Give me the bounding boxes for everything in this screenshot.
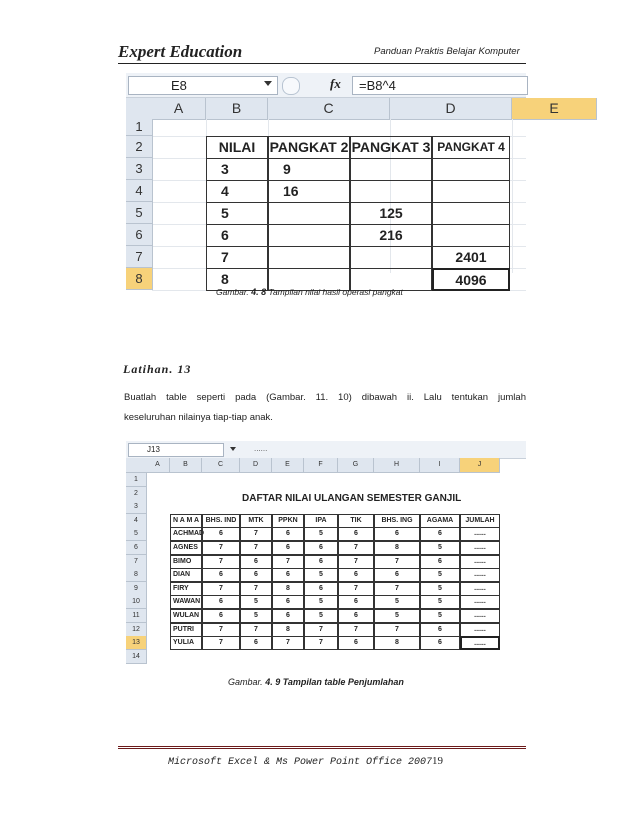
row-header-9[interactable]: 9 (126, 582, 147, 596)
table-header-cell: MTK (240, 514, 272, 528)
excel-screenshot-pangkat (126, 73, 559, 288)
student-name-cell: BIMO (170, 555, 202, 569)
score-cell: 6 (272, 568, 304, 582)
score-cell: 5 (240, 595, 272, 609)
score-cell: 7 (202, 623, 240, 637)
score-cell: 6 (202, 609, 240, 623)
nilai-cell: 5 (206, 202, 268, 225)
jumlah-cell: ...... (460, 595, 500, 609)
score-cell: 7 (202, 582, 240, 596)
table-header-cell: IPA (304, 514, 338, 528)
jumlah-cell: ...... (460, 623, 500, 637)
score-cell: 8 (272, 582, 304, 596)
score-cell: 7 (202, 555, 240, 569)
nilai-cell: 4 (206, 180, 268, 203)
score-cell: 5 (374, 595, 420, 609)
jumlah-cell: ...... (460, 582, 500, 596)
pangkat-cell (350, 180, 432, 203)
formula-input[interactable]: ...... (254, 444, 268, 453)
score-cell: 7 (338, 541, 374, 555)
jumlah-cell: ...... (460, 609, 500, 623)
pangkat-cell: 16 (268, 180, 350, 203)
jumlah-cell: ...... (460, 527, 500, 541)
nilai-cell: 3 (206, 158, 268, 181)
score-cell: 7 (240, 582, 272, 596)
score-cell: 5 (304, 595, 338, 609)
row-header-13[interactable]: 13 (126, 636, 147, 650)
score-cell: 6 (338, 527, 374, 541)
score-cell: 5 (420, 568, 460, 582)
name-box-dropdown-icon[interactable] (230, 447, 236, 451)
fx-icon[interactable]: fx (330, 76, 341, 91)
score-cell: 6 (240, 568, 272, 582)
nilai-cell: 7 (206, 246, 268, 269)
score-cell: 6 (420, 636, 460, 650)
name-box-dropdown-icon[interactable] (264, 81, 272, 86)
student-name-cell: WULAN (170, 609, 202, 623)
column-header-e[interactable]: E (272, 458, 304, 473)
figure-1-caption (216, 287, 403, 297)
footer-rule-second (118, 748, 526, 749)
header-title: Expert Education (118, 42, 243, 61)
table-header-cell: AGAMA (420, 514, 460, 528)
name-box[interactable]: J13 (128, 443, 224, 457)
row-header-10[interactable]: 10 (126, 595, 147, 609)
pangkat-cell: 9 (268, 158, 350, 181)
score-cell: 7 (374, 582, 420, 596)
row-header-6[interactable]: 6 (126, 541, 147, 555)
score-cell: 6 (304, 582, 338, 596)
header-rule (118, 63, 526, 64)
exercise-text-line-1: Buatlah table seperti pada (Gambar. 11. 10) dibawah ii. Lalu tentukan jumlah (124, 392, 526, 403)
row-header-14[interactable]: 14 (126, 650, 147, 664)
row-header-2[interactable]: 2 (126, 136, 153, 158)
student-name-cell: DIAN (170, 568, 202, 582)
row-header-1[interactable]: 1 (126, 473, 147, 487)
score-cell: 6 (338, 595, 374, 609)
score-cell: 7 (240, 623, 272, 637)
column-header-c[interactable]: C (202, 458, 240, 473)
column-header-b[interactable]: B (206, 98, 268, 120)
score-cell: 5 (304, 527, 338, 541)
pangkat-cell (268, 202, 350, 225)
formula-bar (126, 73, 526, 98)
exercise-heading: Latihan. 13 (123, 362, 192, 376)
score-cell: 7 (240, 541, 272, 555)
score-cell: 7 (374, 555, 420, 569)
pangkat-cell (350, 158, 432, 181)
score-cell: 6 (338, 636, 374, 650)
column-header-a[interactable]: A (146, 458, 170, 473)
score-cell: 5 (420, 595, 460, 609)
exercise-text-line-2: keseluruhan nilainya tiap-tiap anak. (124, 412, 273, 423)
pangkat-cell (432, 180, 510, 203)
pangkat-cell: 216 (350, 224, 432, 247)
score-cell: 6 (240, 636, 272, 650)
nilai-cell: 6 (206, 224, 268, 247)
header-subtitle: Panduan Praktis Belajar Komputer (374, 46, 520, 57)
table-header-cell: JUMLAH (460, 514, 500, 528)
name-box[interactable]: E8 (128, 76, 278, 95)
score-cell: 7 (374, 623, 420, 637)
score-cell: 5 (420, 609, 460, 623)
column-header-f[interactable]: F (304, 458, 338, 473)
row-header-8[interactable]: 8 (126, 568, 147, 582)
student-name-cell: ACHMAD (170, 527, 202, 541)
score-cell: 7 (304, 636, 338, 650)
row-header-3[interactable]: 3 (126, 158, 153, 180)
caption-prefix: Gambar. (228, 677, 263, 687)
row-header-5[interactable]: 5 (126, 527, 147, 541)
table-header-cell: PANGKAT 2 (268, 136, 350, 159)
caption-text: Tampilan table Penjumlahan (282, 677, 404, 687)
score-cell: 6 (420, 555, 460, 569)
score-cell: 7 (202, 636, 240, 650)
row-header-1[interactable]: 1 (126, 119, 153, 136)
column-header-e[interactable]: E (512, 98, 597, 120)
caption-prefix: Gambar. (216, 287, 249, 297)
score-cell: 7 (304, 623, 338, 637)
score-cell: 6 (202, 568, 240, 582)
score-cell: 6 (374, 568, 420, 582)
score-cell: 6 (338, 609, 374, 623)
student-name-cell: AGNES (170, 541, 202, 555)
jumlah-cell: ...... (460, 541, 500, 555)
select-all-corner[interactable] (126, 458, 147, 473)
score-cell: 5 (374, 609, 420, 623)
column-header-c[interactable]: C (268, 98, 390, 120)
table-header-cell: NILAI (206, 136, 268, 159)
score-cell: 8 (374, 636, 420, 650)
score-cell: 8 (374, 541, 420, 555)
excel-screenshot-daftar-nilai (126, 441, 526, 665)
score-cell: 8 (272, 623, 304, 637)
formula-bar (126, 441, 526, 459)
column-header-h[interactable]: H (374, 458, 420, 473)
score-cell: 6 (272, 595, 304, 609)
pangkat-cell: 2401 (432, 246, 510, 269)
table-header-cell: PANGKAT 3 (350, 136, 432, 159)
footer-text: Microsoft Excel & Ms Power Point Office 2007 (168, 757, 433, 768)
score-cell: 6 (240, 555, 272, 569)
row-header-4[interactable]: 4 (126, 514, 147, 528)
row-header-2[interactable]: 2 (126, 487, 147, 501)
pangkat-cell (268, 224, 350, 247)
score-cell: 6 (272, 541, 304, 555)
student-name-cell: WAWAN (170, 595, 202, 609)
score-cell: 7 (240, 527, 272, 541)
table-header-cell: BHS. ING (374, 514, 420, 528)
gridline (512, 119, 513, 273)
jumlah-cell: ...... (460, 555, 500, 569)
pangkat-cell (432, 158, 510, 181)
pangkat-cell (350, 246, 432, 269)
score-cell: 6 (202, 595, 240, 609)
row-header-8[interactable]: 8 (126, 268, 153, 290)
pangkat-cell (268, 246, 350, 269)
jumlah-cell[interactable]: ...... (460, 636, 500, 650)
sheet-title: DAFTAR NILAI ULANGAN SEMESTER GANJIL (242, 493, 462, 504)
caption-number: 4. 8 (251, 287, 267, 297)
row-header-7[interactable]: 7 (126, 555, 147, 569)
row-header-7[interactable]: 7 (126, 246, 153, 268)
score-cell: 6 (374, 527, 420, 541)
table-header-cell: N A M A (170, 514, 202, 528)
row-header-6[interactable]: 6 (126, 224, 153, 246)
score-cell: 6 (420, 623, 460, 637)
table-header-cell: BHS. IND (202, 514, 240, 528)
caption-number: 4. 9 (265, 677, 281, 687)
caption-text: Tampilan nilai hasil operasi pangkat (268, 287, 403, 297)
pangkat-cell (432, 224, 510, 247)
column-header-g[interactable]: G (338, 458, 374, 473)
column-header-d[interactable]: D (240, 458, 272, 473)
nilai-cell: 8 (206, 268, 268, 291)
score-cell: 5 (420, 541, 460, 555)
score-cell: 7 (202, 541, 240, 555)
score-cell: 7 (338, 623, 374, 637)
row-header-4[interactable]: 4 (126, 180, 153, 202)
select-all-corner[interactable] (126, 98, 153, 120)
row-header-12[interactable]: 12 (126, 623, 147, 637)
formula-input[interactable]: =B8^4 (352, 76, 528, 95)
score-cell: 6 (272, 527, 304, 541)
table-header-cell: PANGKAT 4 (432, 136, 510, 159)
score-cell: 6 (304, 541, 338, 555)
score-cell: 7 (272, 636, 304, 650)
row-header-3[interactable]: 3 (126, 500, 147, 514)
column-header-a[interactable]: A (152, 98, 206, 120)
figure-2-caption (228, 677, 404, 687)
score-cell: 6 (420, 527, 460, 541)
table-header-cell: TIK (338, 514, 374, 528)
pangkat-cell[interactable]: 4096 (432, 268, 510, 291)
formula-bar-resize-icon (282, 77, 300, 95)
score-cell: 6 (304, 555, 338, 569)
score-cell: 5 (420, 582, 460, 596)
student-name-cell: FIRY (170, 582, 202, 596)
student-name-cell: YULIA (170, 636, 202, 650)
score-cell: 5 (304, 609, 338, 623)
score-cell: 7 (338, 582, 374, 596)
pangkat-cell (432, 202, 510, 225)
footer-rule (118, 746, 526, 747)
page-number: 19 (432, 755, 443, 767)
column-header-b[interactable]: B (170, 458, 202, 473)
score-cell: 6 (338, 568, 374, 582)
score-cell: 6 (272, 609, 304, 623)
column-header-j[interactable]: J (460, 458, 500, 473)
score-cell: 5 (240, 609, 272, 623)
row-header-11[interactable]: 11 (126, 609, 147, 623)
column-header-i[interactable]: I (420, 458, 460, 473)
table-header-cell: PPKN (272, 514, 304, 528)
score-cell: 7 (272, 555, 304, 569)
pangkat-cell: 125 (350, 202, 432, 225)
row-header-5[interactable]: 5 (126, 202, 153, 224)
jumlah-cell: ...... (460, 568, 500, 582)
score-cell: 6 (202, 527, 240, 541)
score-cell: 5 (304, 568, 338, 582)
column-header-d[interactable]: D (390, 98, 512, 120)
score-cell: 7 (338, 555, 374, 569)
student-name-cell: PUTRI (170, 623, 202, 637)
